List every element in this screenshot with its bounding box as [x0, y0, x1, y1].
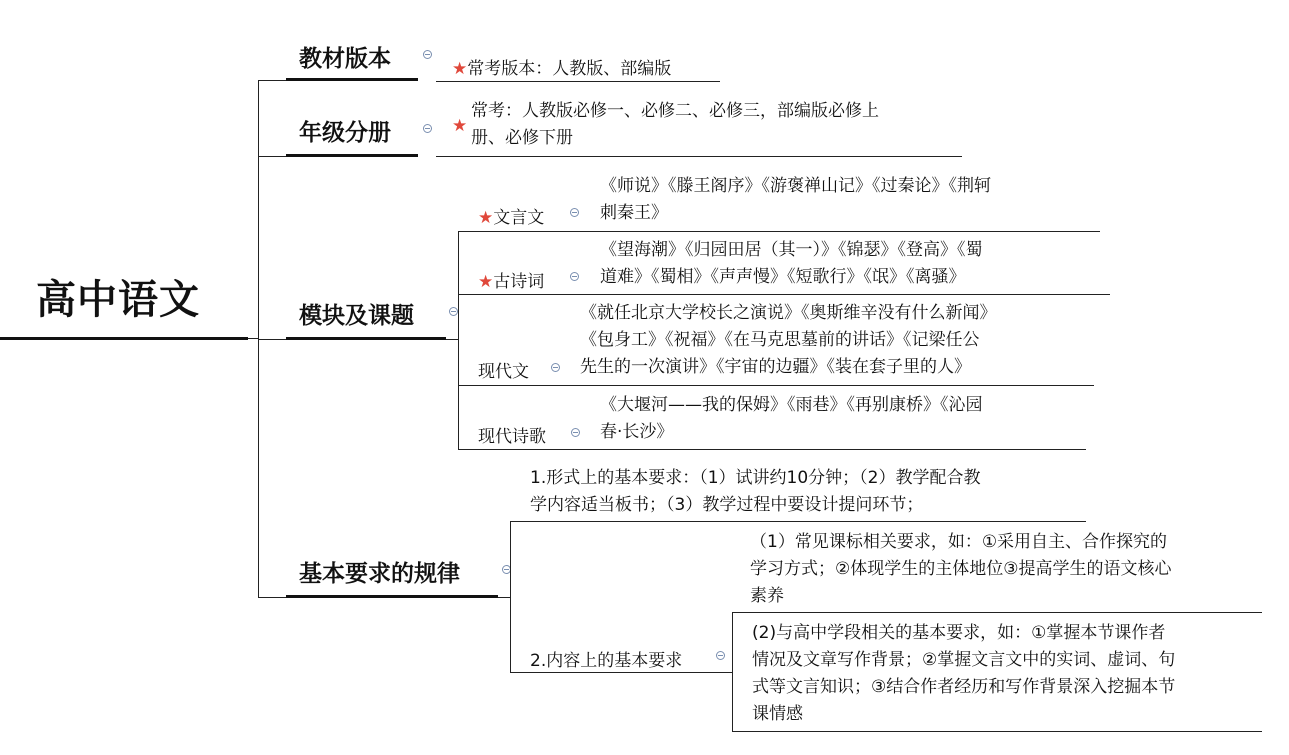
- modules-sub-connector: [446, 339, 458, 340]
- module-xiandaishige[interactable]: 现代诗歌: [478, 427, 546, 447]
- content-sub1-line1[interactable]: （1）常见课标相关要求，如：①采用自主、合作探究的: [750, 532, 1168, 552]
- branch-requirements-underline: [286, 595, 498, 598]
- content-sub2-line4: 课情感: [752, 704, 803, 724]
- content-sub1-line2: 学习方式；②体现学生的主体地位③提高学生的语文核心: [750, 559, 1172, 579]
- module-gushici[interactable]: [478, 267, 544, 292]
- collapse-toggle-icon[interactable]: [570, 208, 579, 217]
- grade-note-underline: [436, 156, 962, 157]
- module-xiandaiwen-line3: 先生的一次演讲》《宇宙的边疆》《装在套子里的人》: [580, 357, 971, 377]
- module-wenyanwen-label: 文言文: [493, 208, 545, 228]
- collapse-toggle-icon[interactable]: [716, 651, 725, 660]
- content-sub1-line3: 素养: [750, 586, 784, 606]
- module-xiandaiwen-underline: [458, 385, 1094, 386]
- grade-connector: [258, 156, 286, 157]
- collapse-toggle-icon[interactable]: [551, 363, 560, 372]
- module-xiandaiwen[interactable]: 现代文: [478, 362, 529, 382]
- collapse-toggle-icon[interactable]: [423, 124, 432, 133]
- grade-note-line1: 常考：人教版必修一、必修二、必修三，部编版必修上: [471, 101, 879, 121]
- collapse-toggle-icon[interactable]: [571, 428, 580, 437]
- branch-grade-underline: [286, 154, 418, 157]
- module-wenyanwen[interactable]: [478, 203, 544, 228]
- module-gushici-label: 古诗词: [493, 272, 545, 292]
- content-sub2-line3: 式等文言知识；③结合作者经历和写作背景深入挖掘本节: [752, 677, 1176, 697]
- requirement-content-trunk: [732, 612, 733, 732]
- content-sub2-line1[interactable]: (2)与高中学段相关的基本要求，如：①掌握本节课作者: [752, 623, 1166, 643]
- module-wenyanwen-line1: 《师说》《滕王阁序》《游褒禅山记》《过秦论》《荆轲: [600, 176, 991, 196]
- requirements-connector: [258, 597, 286, 598]
- requirements-sub-trunk: [510, 521, 511, 673]
- branch-textbook-underline: [286, 78, 418, 81]
- star-icon: ★: [452, 59, 468, 79]
- collapse-toggle-icon[interactable]: [449, 307, 458, 316]
- root-connector: [248, 338, 258, 339]
- star-icon: ★: [452, 116, 468, 136]
- module-xiandaishige-line2: 春·长沙》: [600, 422, 674, 442]
- branch-requirements[interactable]: 基本要求的规律: [299, 561, 460, 587]
- branch-grade[interactable]: 年级分册: [299, 120, 391, 146]
- modules-connector: [258, 339, 286, 340]
- root-title[interactable]: 高中语文: [36, 277, 200, 323]
- textbook-note-underline: [436, 81, 720, 82]
- requirement-form-line2: 学内容适当板书；（3）教学过程中要设计提问环节；: [530, 495, 924, 515]
- textbook-note-text: 常考版本：人教版、部编版: [467, 59, 672, 79]
- branch-modules-underline: [286, 337, 446, 340]
- module-wenyanwen-underline: [458, 231, 1100, 232]
- module-xiandaishige-line1: 《大堰河——我的保姆》《雨巷》《再别康桥》《沁园: [600, 395, 983, 415]
- module-gushici-line2: 道难》《蜀相》《声声慢》《短歌行》《氓》《离骚》: [600, 267, 966, 287]
- modules-sub-trunk: [458, 232, 459, 450]
- module-wenyanwen-line2: 刺秦王》: [600, 203, 668, 223]
- grade-note-line2: 册、必修下册: [471, 128, 573, 148]
- collapse-toggle-icon[interactable]: [423, 50, 432, 59]
- collapse-toggle-icon[interactable]: [570, 272, 579, 281]
- requirement-content-underline: [510, 672, 732, 673]
- module-xiandaiwen-line1: 《就任北京大学校长之演说》《奥斯维辛没有什么新闻》: [580, 303, 997, 323]
- branch-textbook[interactable]: 教材版本: [299, 46, 391, 72]
- textbook-note[interactable]: [452, 54, 671, 79]
- star-icon: ★: [478, 208, 494, 228]
- star-icon: ★: [478, 272, 494, 292]
- content-sub1-underline: [732, 612, 1262, 613]
- requirement-form-line1[interactable]: 1.形式上的基本要求：（1）试讲约10分钟；（2）教学配合教: [530, 468, 981, 488]
- content-sub2-underline: [732, 731, 1262, 732]
- requirement-content[interactable]: 2.内容上的基本要求: [530, 651, 683, 671]
- requirements-sub-connector: [498, 597, 510, 598]
- textbook-connector: [258, 80, 286, 81]
- module-xiandaiwen-line2: 《包身工》《祝福》《在马克思墓前的讲话》《记梁任公: [580, 330, 980, 350]
- module-gushici-underline: [458, 294, 1110, 295]
- requirement-form-underline: [510, 521, 1086, 522]
- root-underline: [0, 337, 248, 340]
- module-xiandaishige-underline: [458, 449, 1086, 450]
- content-sub2-line2: 情况及文章写作背景；②掌握文言文中的实词、虚词、句: [752, 650, 1176, 670]
- module-gushici-line1: 《望海潮》《归园田居（其一）》《锦瑟》《登高》《蜀: [600, 240, 983, 260]
- branch-modules[interactable]: 模块及课题: [299, 303, 414, 329]
